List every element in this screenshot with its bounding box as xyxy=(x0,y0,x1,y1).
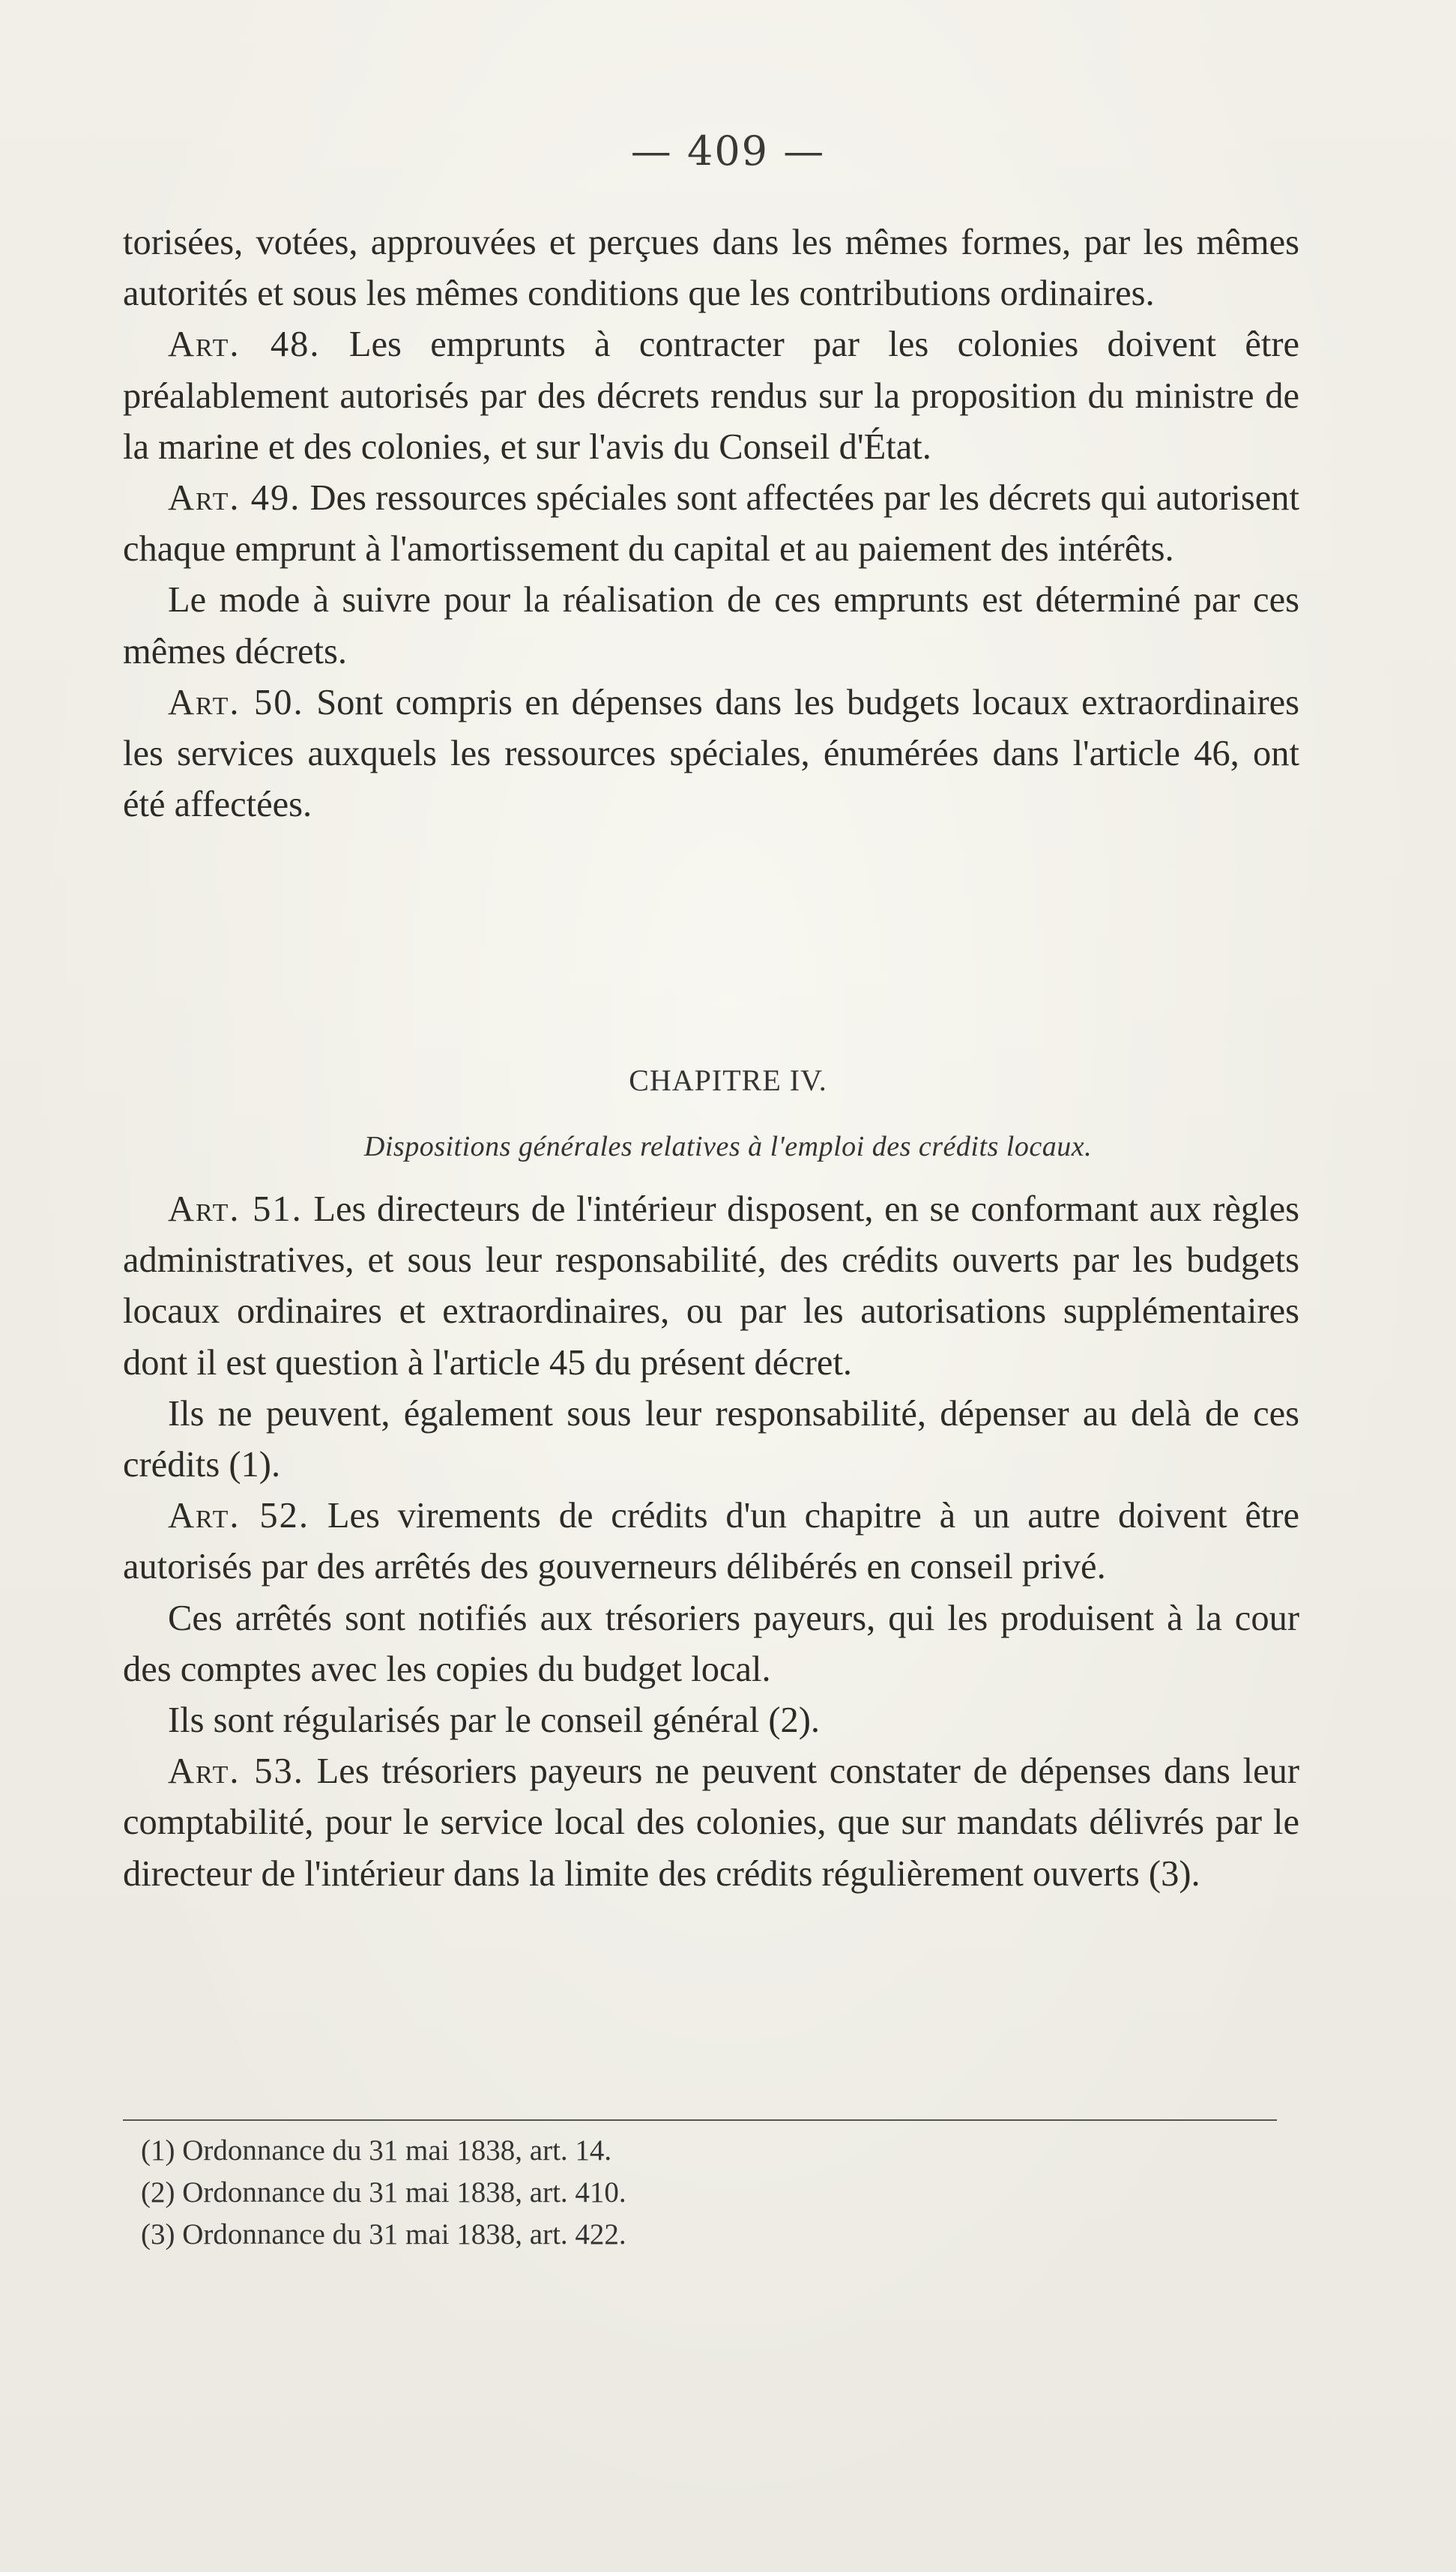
article-48 xyxy=(123,319,1299,473)
paragraph-ils-ne-peuvent: Ils ne peuvent, également sous leur responsabilité, dépenser au delà de ces crédits (1). xyxy=(123,1393,1299,1485)
article-51-label: Art. 51. xyxy=(168,1189,303,1229)
footnote-divider xyxy=(123,2119,1277,2121)
article-53-label: Art. 53. xyxy=(168,1751,304,1792)
footnote-1: (1) Ordonnance du 31 mai 1838, art. 14. xyxy=(141,2134,612,2167)
article-48-text: Les emprunts à contracter par les colonies doivent être préalablement autorisés par des décrets rendus sur la proposition du ministre de la marine et des colonies, et sur l'avis du Conseil d'État. xyxy=(123,324,1300,467)
text-block-articles-51-53 xyxy=(123,1184,1299,1900)
article-48-label: Art. 48. xyxy=(168,324,321,365)
paragraph-continuation: torisées, votées, approuvées et perçues dans les mêmes formes, par les mêmes autorités et sous les mêmes conditions que les contributions ordinaires. xyxy=(123,223,1299,314)
article-49 xyxy=(123,473,1299,575)
paragraph-mode: Le mode à suivre pour la réalisation de ces emprunts est déterminé par ces mêmes décrets. xyxy=(123,580,1299,671)
article-50-text: Sont compris en dépenses dans les budgets locaux extraordinaires les services auxquels les ressources spéciales, énumérées dans l'article 46, ont été affectées. xyxy=(123,682,1300,825)
chapter-subtitle: Dispositions générales relatives à l'emploi des crédits locaux. xyxy=(363,1131,1093,1162)
article-53 xyxy=(123,1746,1299,1900)
article-53-text: Les trésoriers payeurs ne peuvent constater de dépenses dans leur comptabilité, pour le service local des colonies, que sur mandats délivrés par le directeur de l'intérieur dans la limite des crédits régulièrement ouverts (3). xyxy=(123,1751,1299,1894)
article-51 xyxy=(123,1184,1299,1389)
footnote-3: (3) Ordonnance du 31 mai 1838, art. 422. xyxy=(141,2218,626,2250)
paragraph-ces-arretes: Ces arrêtés sont notifiés aux trésoriers payeurs, qui les produisent à la cour des comptes avec les copies du budget local. xyxy=(123,1598,1299,1689)
footnotes xyxy=(141,2130,1190,2256)
article-49-text: Des ressources spéciales sont affectées par les décrets qui autorisent chaque emprunt à l'amortissement du capital et au paiement des intérêts. xyxy=(123,478,1299,570)
article-50-label: Art. 50. xyxy=(168,682,304,722)
page-number: — 409 — xyxy=(630,127,826,175)
footnote-2: (2) Ordonnance du 31 mai 1838, art. 410. xyxy=(141,2176,626,2209)
paragraph-ils-sont: Ils sont régularisés par le conseil général (2). xyxy=(168,1700,820,1741)
article-52-label: Art. 52. xyxy=(168,1496,309,1536)
article-49-label: Art. 49. xyxy=(168,478,301,519)
article-51-text: Les directeurs de l'intérieur disposent, en se conformant aux règles administratives, et sous leur responsabilité, des crédits ouverts par les budgets locaux ordinaires et extraordinaires, ou par les autorisations supplémentaires dont il est question à l'article 45 du présent décret. xyxy=(123,1189,1300,1383)
article-52-text: Les virements de crédits d'un chapitre à un autre doivent être autorisés par des arrêtés des gouverneurs délibérés en conseil privé. xyxy=(123,1496,1299,1587)
article-52 xyxy=(123,1491,1299,1593)
article-50 xyxy=(123,677,1299,831)
text-block-articles-47-50 xyxy=(123,217,1299,830)
chapter-title: CHAPITRE IV. xyxy=(629,1063,827,1097)
